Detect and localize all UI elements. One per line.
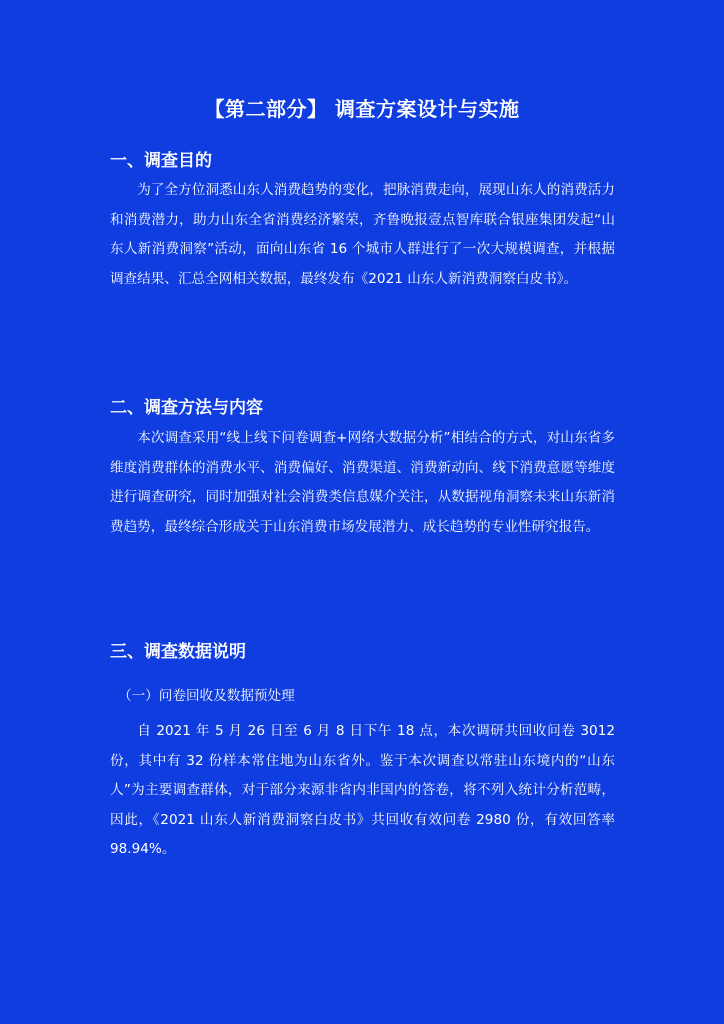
section-paragraph-purpose: 为了全方位洞悉山东人消费趋势的变化，把脉消费走向，展现山东人的消费活力和消费潜力，助力山东全省消费经济繁荣，齐鲁晚报壹点智库联合银座集团发起“山东人新消费洞察”活动，面向山东省 16 个城市人群进行了一次大规模调查，并根据调查结果、汇总全网相关数据，最终发布《2021 山东人新消费洞察白皮书》。 (110, 182, 615, 287)
page-title: 【第二部分】 调查方案设计与实施 (204, 97, 520, 121)
subsection-heading-questionnaire: （一）问卷回收及数据预处理 (118, 688, 295, 704)
section-paragraph-data: 自 2021 年 5 月 26 日至 6 月 8 日下午 18 点，本次调研共回收问卷 3012 份，其中有 32 份样本常住地为山东省外。鉴于本次调查以常驻山东境内的“山东人”为主要调查群体，对于部分来源非省内非国内的答卷，将不列入统计分析范畴，因此，《2021 山东人新消费洞察白皮书》共回收有效问卷 2980 份，有效回答率 98.94%。 (110, 723, 615, 857)
section-paragraph-method: 本次调查采用“线上线下问卷调查+网络大数据分析”相结合的方式，对山东省多维度消费群体的消费水平、消费偏好、消费渠道、消费新动向、线下消费意愿等维度进行调查研究，同时加强对社会消费类信息媒介关注，从数据视角洞察未来山东新消费趋势，最终综合形成关于山东消费市场发展潜力、成长趋势的专业性研究报告。 (110, 430, 615, 535)
section-heading-data: 三、调查数据说明 (110, 642, 246, 662)
section-heading-purpose: 一、调查目的 (110, 151, 212, 171)
section-heading-method: 二、调查方法与内容 (110, 398, 263, 418)
